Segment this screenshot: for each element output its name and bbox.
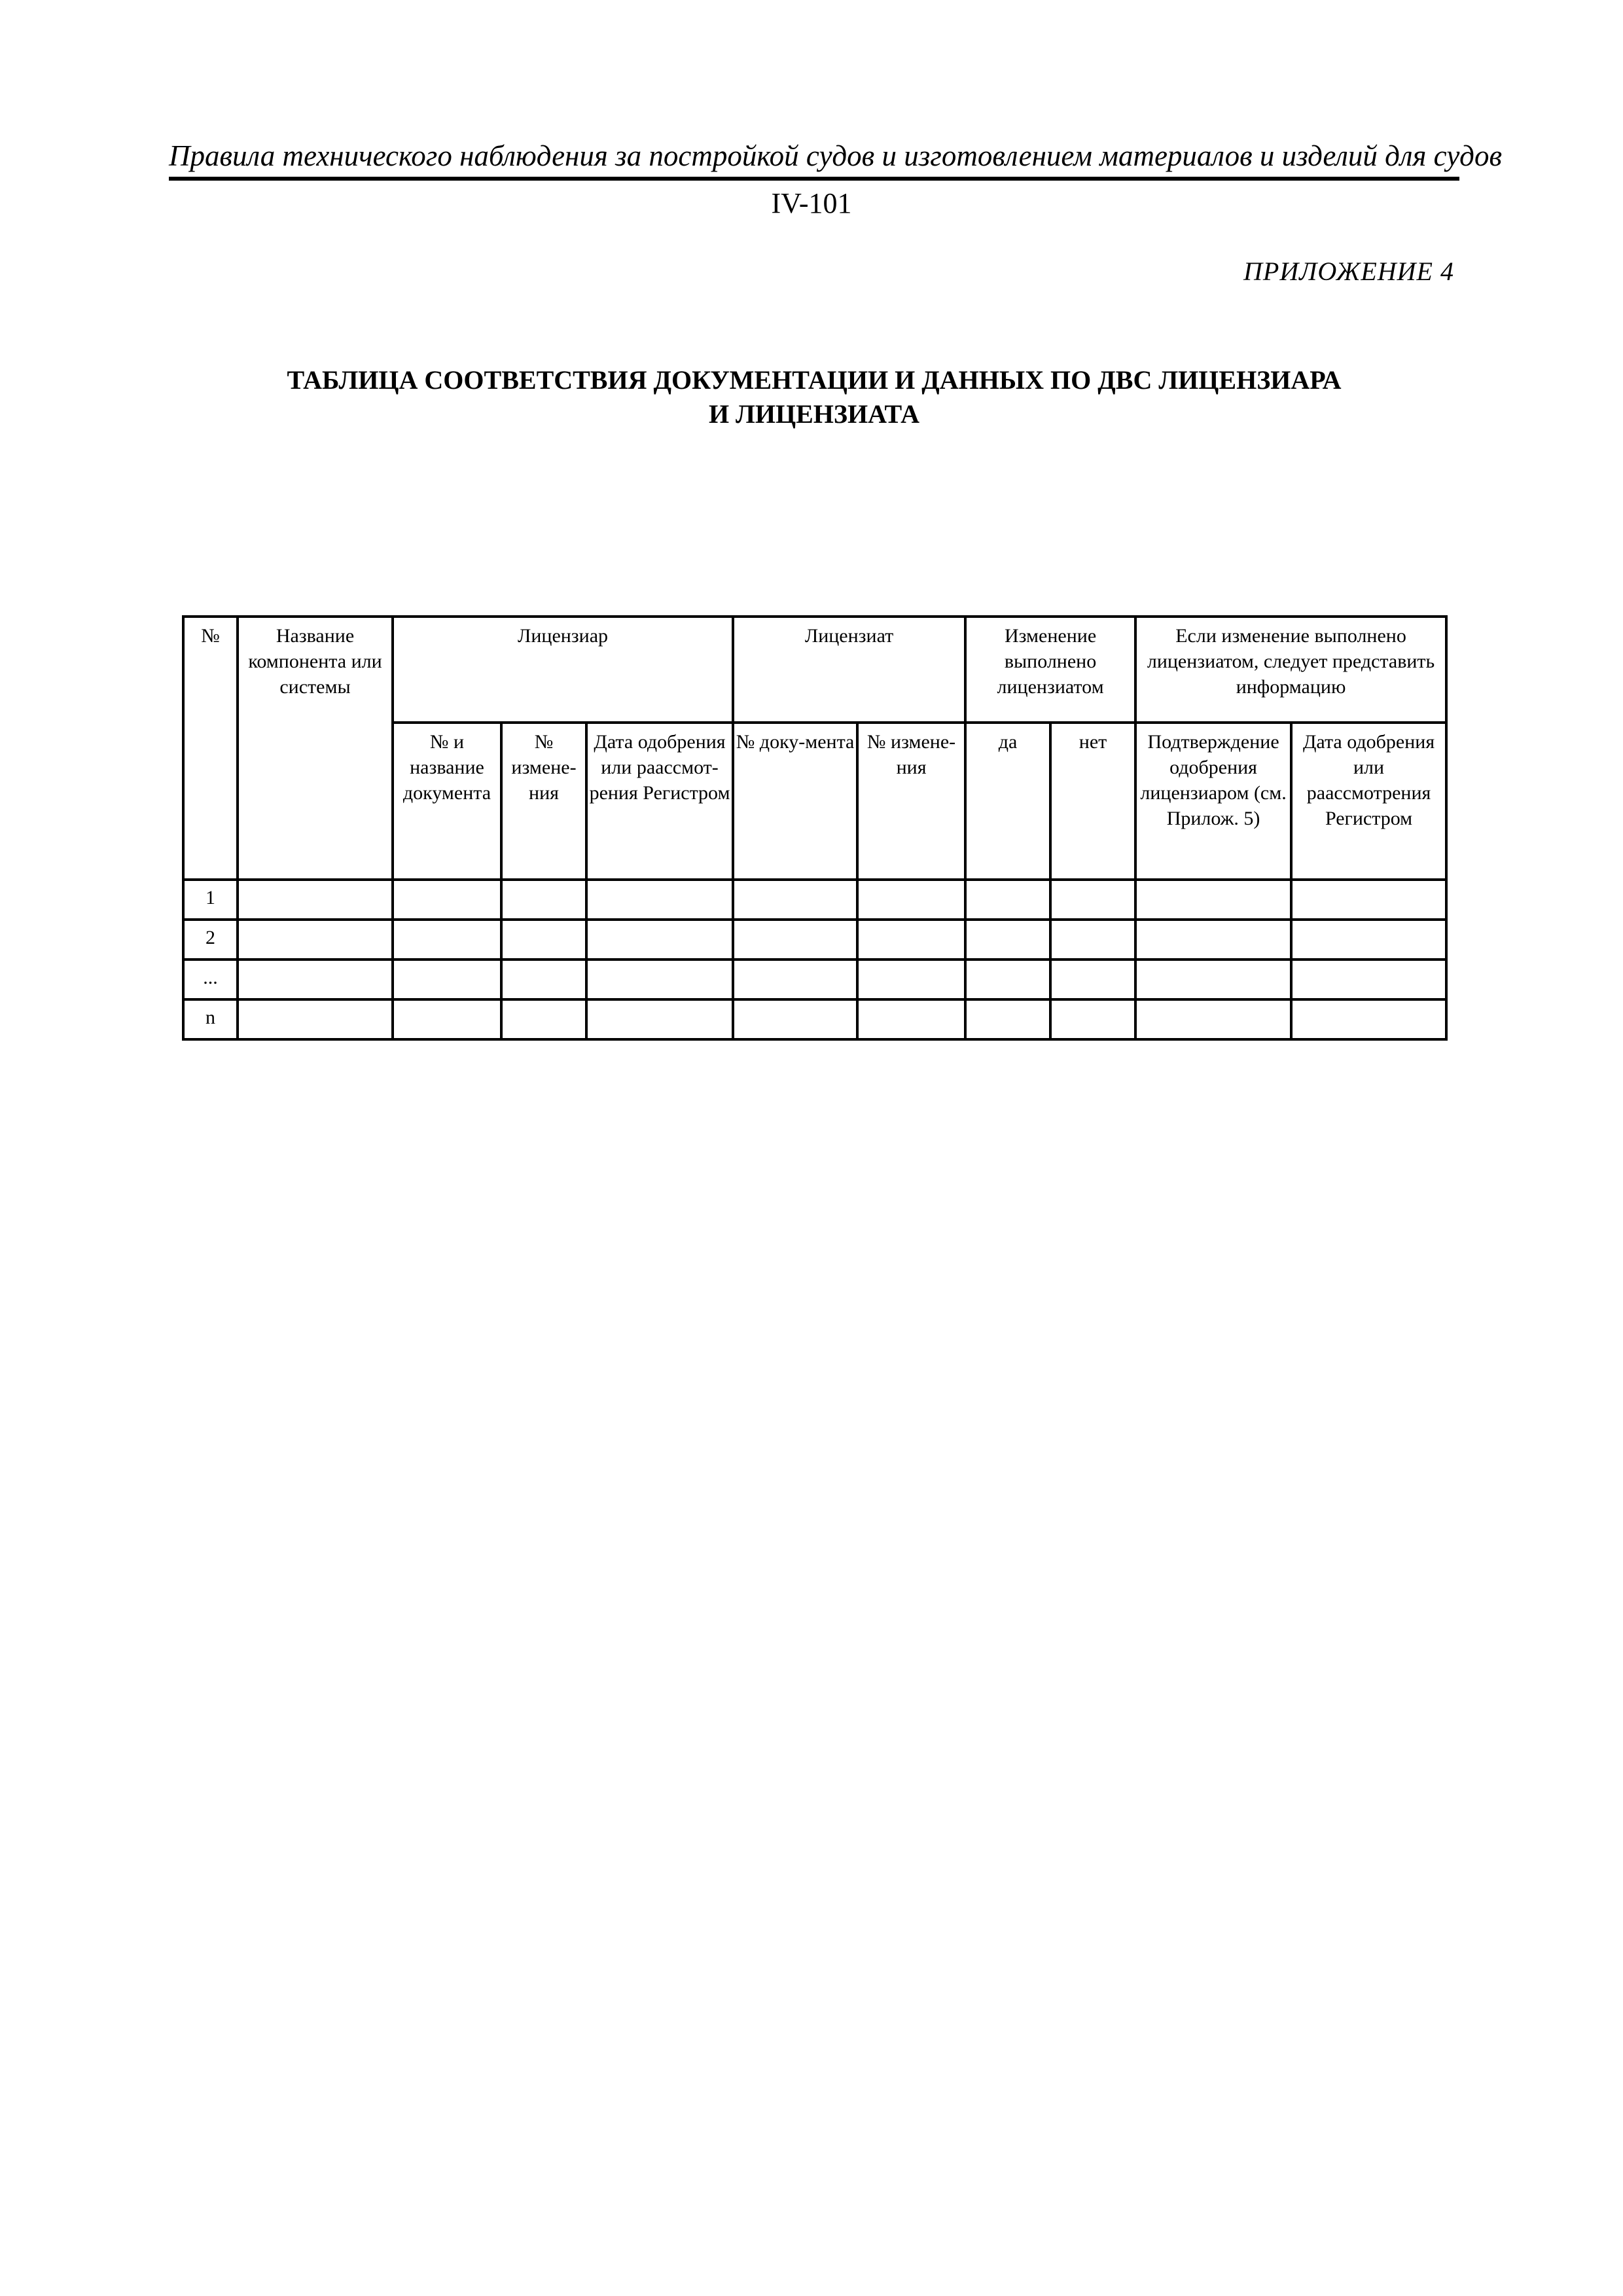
header-row-top [183, 617, 1446, 723]
document-title-line-1: ТАБЛИЦА СООТВЕТСТВИЯ ДОКУМЕНТАЦИИ И ДАННЫХ ПО ДВС ЛИЦЕНЗИАРА [287, 365, 1342, 395]
header-licensee-doc-no: № доку-мента [733, 723, 857, 880]
table-cell [586, 880, 733, 920]
header-licensor-change-no: № измене-ния [501, 723, 586, 880]
header-licensor: Лицензиар [393, 617, 733, 723]
row-number: 1 [183, 880, 238, 920]
header-no-answer: нет [1050, 723, 1135, 880]
table-cell [1135, 880, 1291, 920]
table-cell [733, 880, 857, 920]
header-licensee: Лицензиат [733, 617, 965, 723]
header-component-name: Название компонента или системы [238, 617, 393, 880]
table-cell [965, 880, 1050, 920]
table-cell [965, 960, 1050, 999]
table-cell [857, 960, 965, 999]
row-number: n [183, 999, 238, 1039]
table-cell [1135, 920, 1291, 960]
table-cell [857, 999, 965, 1039]
header-no: № [183, 617, 238, 880]
header-licensee-change-no: № измене-ния [857, 723, 965, 880]
table-cell [857, 880, 965, 920]
table-cell [857, 920, 965, 960]
header-rule [169, 177, 1459, 181]
table-cell [1291, 999, 1446, 1039]
table-row [183, 880, 1446, 920]
row-number: 2 [183, 920, 238, 960]
table-cell [238, 999, 393, 1039]
table-cell [733, 999, 857, 1039]
table-cell [733, 960, 857, 999]
table-cell [501, 999, 586, 1039]
table-cell [1050, 920, 1135, 960]
table-cell [1135, 999, 1291, 1039]
header-register-approval-date: Дата одобрения или раассмотрения Регистром [1291, 723, 1446, 880]
table-cell [238, 880, 393, 920]
table-cell [1050, 880, 1135, 920]
table-cell [393, 960, 501, 999]
table-cell [965, 920, 1050, 960]
table-row [183, 999, 1446, 1039]
table-cell [238, 920, 393, 960]
table-cell [393, 999, 501, 1039]
running-header: Правила технического наблюдения за постройкой судов и изготовлением материалов и изделий для судов [169, 139, 1502, 172]
table-cell [238, 960, 393, 999]
table-cell [1291, 880, 1446, 920]
table-cell [393, 880, 501, 920]
table-cell [1050, 960, 1135, 999]
compliance-table [182, 615, 1448, 1041]
appendix-label: ПРИЛОЖЕНИЕ 4 [1243, 257, 1454, 286]
header-licensor-doc-no-name: № и название документа [393, 723, 501, 880]
table-cell [965, 999, 1050, 1039]
header-licensor-approval-date: Дата одобрения или раассмот-рения Регистром [586, 723, 733, 880]
document-title-line-2: И ЛИЦЕНЗИАТА [708, 399, 920, 429]
table-cell [1135, 960, 1291, 999]
table-cell [586, 920, 733, 960]
page-number: IV-101 [771, 187, 852, 219]
table-cell [1050, 999, 1135, 1039]
table-cell [733, 920, 857, 960]
header-if-changed: Если изменение выполнено лицензиатом, следует представить информацию [1135, 617, 1446, 723]
table-cell [501, 920, 586, 960]
document-title [169, 363, 1459, 431]
table-cell [586, 999, 733, 1039]
header-yes: да [965, 723, 1050, 880]
table-cell [586, 960, 733, 999]
table-cell [501, 880, 586, 920]
row-number: ... [183, 960, 238, 999]
table-row [183, 960, 1446, 999]
header-change-by-licensee: Изменение выполнено лицензиатом [965, 617, 1135, 723]
table-cell [1291, 960, 1446, 999]
table-cell [393, 920, 501, 960]
table-row [183, 920, 1446, 960]
table-cell [501, 960, 586, 999]
table-cell [1291, 920, 1446, 960]
header-licensor-confirmation: Подтверждение одобрения лицензиаром (см. Прилож. 5) [1135, 723, 1291, 880]
